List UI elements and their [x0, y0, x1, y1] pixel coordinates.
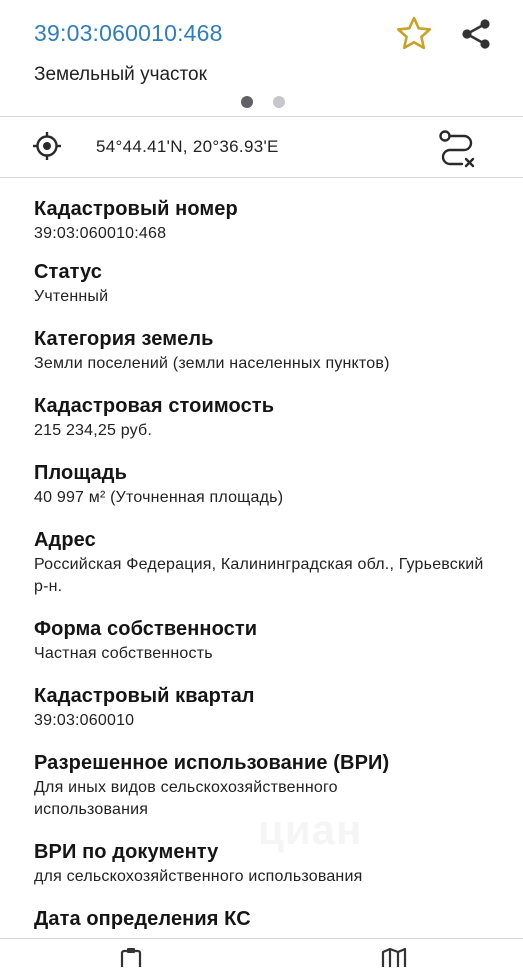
field-land-category	[34, 326, 504, 375]
field-value: Для иных видов сельскохозяйственного использования	[34, 779, 338, 818]
watermark-logo: циан	[258, 806, 363, 853]
share-button[interactable]	[458, 16, 494, 52]
page-dot[interactable]	[273, 96, 285, 108]
field-value[interactable]: 39:03:060010	[34, 712, 135, 729]
coordinates-bar	[0, 117, 523, 177]
coordinates-text[interactable]: 54°44.41'N, 20°36.93'E	[96, 137, 279, 156]
field-value: Частная собственность	[34, 645, 213, 662]
field-label: Статус	[34, 261, 103, 283]
locate-button[interactable]	[32, 131, 62, 161]
route-button[interactable]	[436, 127, 478, 169]
field-label: Кадастровая стоимость	[34, 395, 275, 417]
field-label: Категория земель	[34, 328, 214, 350]
field-cadastral-number	[34, 196, 504, 245]
field-label: Площадь	[34, 462, 127, 484]
favorite-button[interactable]	[394, 14, 434, 54]
header	[0, 0, 523, 116]
share-icon	[458, 16, 494, 52]
field-cadastral-quarter	[34, 683, 504, 732]
star-icon	[394, 14, 434, 54]
field-ownership	[34, 616, 504, 665]
field-label: Кадастровый квартал	[34, 685, 255, 707]
field-area	[34, 460, 504, 509]
field-value[interactable]: 39:03:060010:468	[34, 225, 167, 242]
field-value: 215 234,25 руб.	[34, 422, 153, 439]
field-value: 40 997 м² (Уточненная площадь)	[34, 489, 284, 506]
field-value: Земли поселений (земли населенных пунктов)	[34, 355, 390, 372]
map-icon	[380, 947, 408, 967]
crosshair-icon	[32, 131, 62, 161]
field-value: Учтенный	[34, 288, 109, 305]
field-label: Дата определения КС	[34, 908, 251, 930]
divider	[0, 177, 523, 178]
field-address	[34, 527, 504, 598]
field-value[interactable]: Российская Федерация, Калининградская обл., Гурьевский р-н.	[34, 556, 484, 595]
tab-map[interactable]	[380, 947, 408, 967]
page-indicator	[241, 96, 285, 108]
field-value: для сельскохозяйственного использования	[34, 868, 363, 885]
field-cadastral-value	[34, 393, 504, 442]
clipboard-icon	[117, 947, 145, 967]
field-status	[34, 259, 504, 308]
page-dot-active[interactable]	[241, 96, 253, 108]
field-label: Кадастровый номер	[34, 198, 238, 220]
field-label: Адрес	[34, 529, 96, 551]
cadastral-number-title[interactable]: 39:03:060010:468	[34, 20, 223, 46]
object-type-subtitle: Земельный участок	[34, 64, 207, 85]
field-label: ВРИ по документу	[34, 841, 219, 863]
field-label: Форма собственности	[34, 618, 258, 640]
bottom-tab-bar	[0, 938, 523, 961]
field-valuation-date	[34, 906, 504, 932]
tab-details[interactable]	[117, 947, 145, 967]
field-label: Разрешенное использование (ВРИ)	[34, 752, 390, 774]
route-icon	[436, 127, 478, 169]
